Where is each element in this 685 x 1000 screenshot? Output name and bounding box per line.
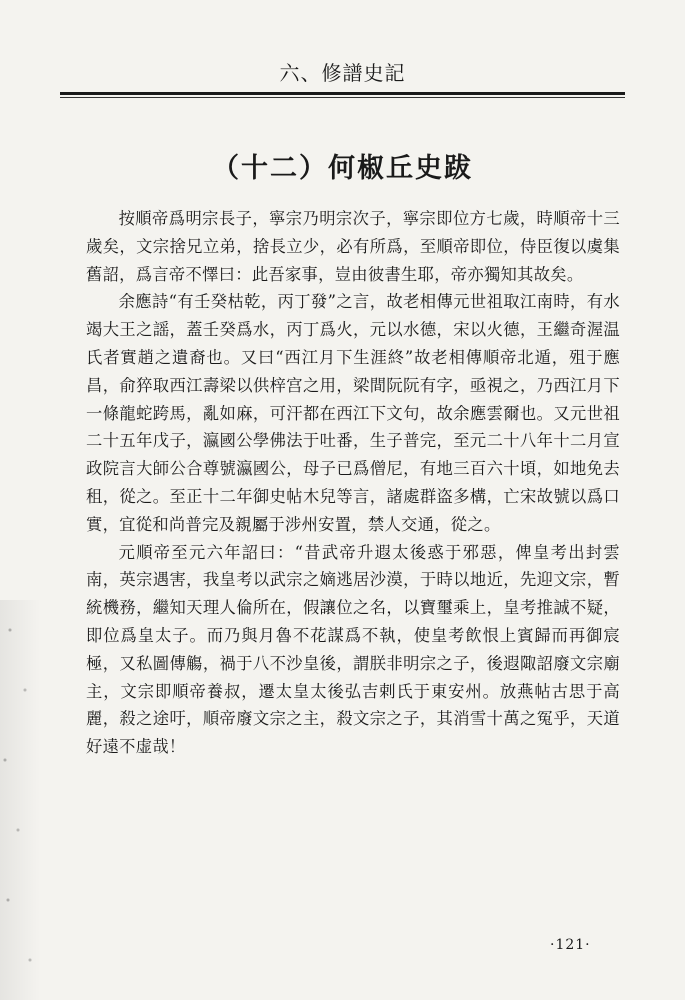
chapter-title: （十二）何椒丘史跋 — [212, 153, 473, 184]
paragraph: 按順帝爲明宗長子，寧宗乃明宗次子，寧宗即位方七歲，時順帝十三歲矣，文宗捨兄立弟，捨長立少，必有所爲，至順帝即位，侍臣復以虞集舊詔，爲言帝不懌曰：此吾家事，豈由彼書生耶，帝亦獨知其故矣。 — [86, 209, 620, 284]
paragraph: 余應詩“有壬癸枯乾，丙丁發”之言，故老相傳元世祖取江南時，有水竭大王之謡，蓋壬癸爲水，丙丁爲火，元以水德，宋以火德，王繼奇渥温氏者實趙之遺裔也。又曰“西江月下生涯終”故老相傳順帝北遁，殂于應昌，俞猝取西江壽梁以供梓宫之用，梁間阮阮有字，亟視之，乃西江月下一條龍蛇跨馬，亂如麻，可汗都在西江下文句，故余應雲爾也。又元世祖二十五年戊子，瀛國公學佛法于吐番，生子普完，至元二十八年十二月宣政院言大師公合尊號瀛國公，母子已爲僧尼，有地三百六十頃，如地免去租，從之。至正十二年御史帖木兒等言，諸處群盗多構，亡宋故號以爲口實，宜從和尚普完及親屬于涉州安置，禁人交通，從之。 — [86, 292, 620, 534]
running-header: 六、修譜史記 — [279, 61, 406, 85]
header-rule-thin — [60, 97, 625, 98]
header-rule-thick — [60, 92, 625, 95]
page-number: ·121· — [550, 937, 591, 953]
body-text — [86, 205, 620, 761]
scan-edge-speckle — [0, 600, 40, 1000]
paragraph: 元順帝至元六年詔曰：“昔武帝升遐太後惑于邪惡，俾皇考出封雲南，英宗遇害，我皇考以武宗之嫡逃居沙漠，于時以地近，先迎文宗，暫統機務，繼知天理人倫所在，假讓位之名，以寶璽乘上，皇考推誠不疑，即位爲皇太子。而乃與月魯不花謀爲不執，使皇考飲恨上賓歸而再御宸極，又私圖傳觴，禍于八不沙皇後，謂朕非明宗之子，後遐陬詔廢文宗廟主，文宗即順帝養叔，遷太皇太後弘吉剌氏于東安州。放燕帖古思于高麗，殺之途吁，順帝廢文宗之主，殺文宗之子，其消雪十萬之冤乎，天道好遠不虚哉！ — [86, 542, 620, 757]
